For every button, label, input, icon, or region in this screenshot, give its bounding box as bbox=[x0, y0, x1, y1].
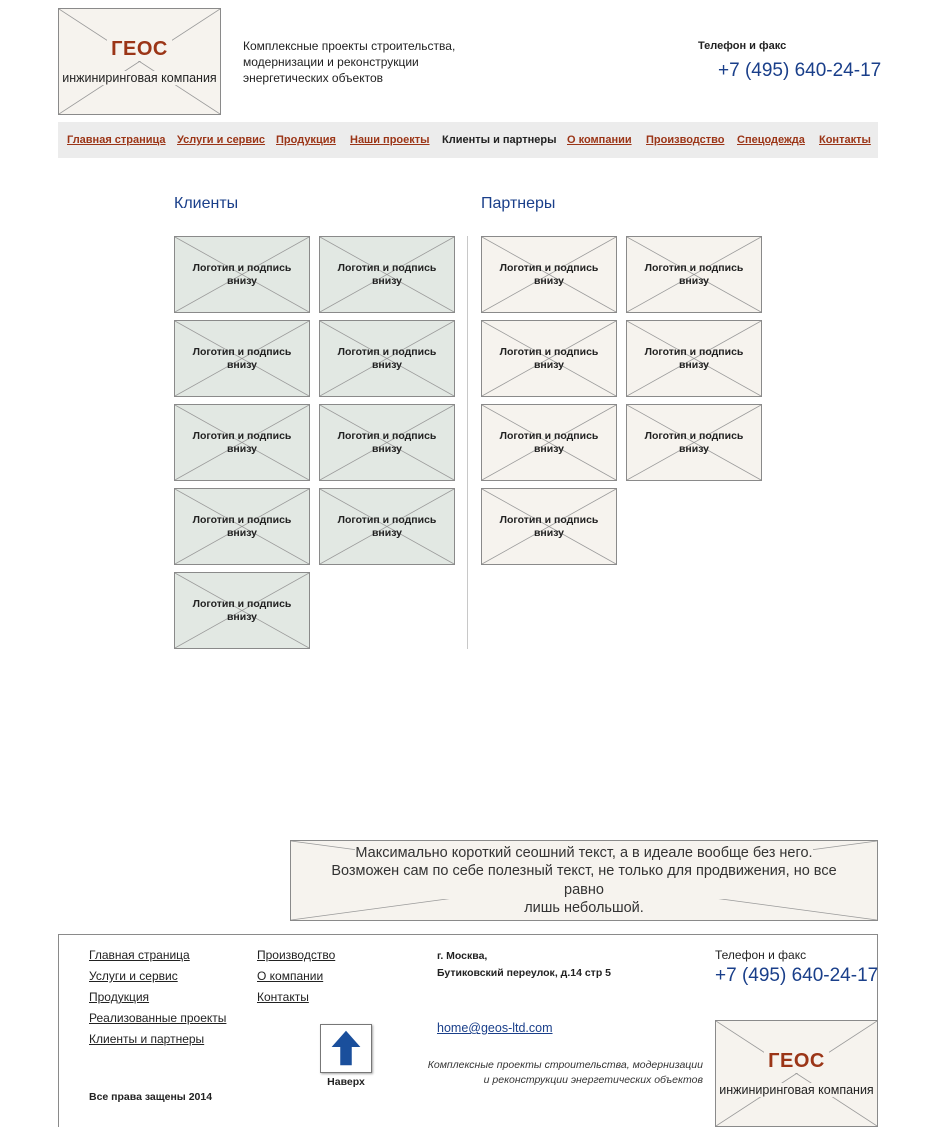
footer-phone[interactable]: +7 (495) 640-24-17 bbox=[715, 965, 879, 986]
client-tile[interactable] bbox=[174, 320, 310, 397]
tile-label: Логотип и подпись bbox=[192, 261, 292, 274]
nav-contacts[interactable]: Контакты bbox=[819, 134, 871, 146]
logo-subtitle: инжиниринговая компания bbox=[719, 1083, 874, 1097]
partner-tile[interactable] bbox=[481, 488, 617, 565]
nav-workwear[interactable]: Спецодежда bbox=[737, 134, 805, 146]
tile-label-sub: внизу bbox=[226, 526, 258, 539]
client-tile[interactable] bbox=[319, 236, 455, 313]
footer-link-production[interactable]: Производство bbox=[257, 948, 336, 962]
nav-products[interactable]: Продукция bbox=[276, 134, 336, 146]
tile-label: Логотип и подпись bbox=[337, 429, 437, 442]
tile-label-sub: внизу bbox=[678, 442, 710, 455]
tile-label-sub: внизу bbox=[226, 610, 258, 623]
section-divider bbox=[467, 236, 468, 649]
footer-address: г. Москва, Бутиковский переулок, д.14 стр 5 bbox=[437, 950, 611, 979]
tile-label: Логотип и подпись bbox=[337, 345, 437, 358]
nav-projects[interactable]: Наши проекты bbox=[350, 134, 430, 146]
tile-label: Логотип и подпись bbox=[499, 345, 599, 358]
tile-label-sub: внизу bbox=[678, 274, 710, 287]
seo-line: лишь небольшой. bbox=[524, 900, 644, 916]
seo-line: Максимально короткий сеошний текст, а в идеале вообще без него. bbox=[355, 844, 813, 861]
seo-text-block bbox=[290, 840, 878, 921]
tile-label-sub: внизу bbox=[226, 274, 258, 287]
header-tagline: Комплексные проекты строительства, модернизации и реконструкции энергетических объектов bbox=[243, 39, 456, 85]
client-tile[interactable] bbox=[319, 320, 455, 397]
client-tile[interactable] bbox=[174, 404, 310, 481]
partner-tile[interactable] bbox=[626, 404, 762, 481]
partner-tile[interactable] bbox=[481, 236, 617, 313]
footer-phone-label: Телефон и факс bbox=[715, 948, 807, 962]
logo-subtitle: инжиниринговая компания bbox=[62, 71, 217, 85]
partners-title: Партнеры bbox=[481, 195, 556, 212]
nav-production[interactable]: Производство bbox=[646, 134, 725, 146]
header-phone-label: Телефон и факс bbox=[698, 40, 787, 52]
tile-label-sub: внизу bbox=[533, 442, 565, 455]
scroll-top-button[interactable] bbox=[320, 1024, 372, 1073]
footer-link-home[interactable]: Главная страница bbox=[89, 948, 190, 962]
client-tile[interactable] bbox=[174, 572, 310, 649]
tile-label-sub: внизу bbox=[371, 526, 403, 539]
main-nav bbox=[58, 122, 878, 158]
logo-title: ГЕОС bbox=[107, 38, 172, 61]
header-logo[interactable] bbox=[58, 8, 221, 115]
nav-services[interactable]: Услуги и сервис bbox=[177, 134, 266, 146]
partner-tile[interactable] bbox=[481, 320, 617, 397]
tile-label-sub: внизу bbox=[371, 358, 403, 371]
tile-label: Логотип и подпись bbox=[337, 261, 437, 274]
tile-label: Логотип и подпись bbox=[499, 513, 599, 526]
tile-label-sub: внизу bbox=[533, 358, 565, 371]
seo-line: Возможен сам по себе полезный текст, не только для продвижения, но все равно bbox=[311, 862, 857, 899]
client-tile[interactable] bbox=[319, 488, 455, 565]
tile-label-sub: внизу bbox=[371, 274, 403, 287]
partner-tile[interactable] bbox=[626, 236, 762, 313]
nav-home[interactable]: Главная страница bbox=[67, 134, 166, 146]
tile-label: Логотип и подпись bbox=[499, 429, 599, 442]
tile-label: Логотип и подпись bbox=[644, 261, 744, 274]
footer-tagline: Комплексные проекты строительства, модернизации и реконструкции энергетических объектов bbox=[427, 1059, 703, 1086]
client-tile[interactable] bbox=[319, 404, 455, 481]
tile-label: Логотип и подпись bbox=[192, 429, 292, 442]
partner-tile[interactable] bbox=[481, 404, 617, 481]
tile-label: Логотип и подпись bbox=[644, 345, 744, 358]
tile-label-sub: внизу bbox=[533, 526, 565, 539]
footer-link-services[interactable]: Услуги и сервис bbox=[89, 969, 178, 983]
logo-title: ГЕОС bbox=[764, 1050, 829, 1073]
nav-about[interactable]: О компании bbox=[567, 134, 632, 146]
footer-link-about[interactable]: О компании bbox=[257, 969, 324, 983]
clients-title: Клиенты bbox=[174, 195, 239, 212]
tile-label: Логотип и подпись bbox=[192, 345, 292, 358]
header-phone[interactable]: +7 (495) 640-24-17 bbox=[718, 60, 882, 81]
footer-link-contacts[interactable]: Контакты bbox=[257, 990, 309, 1004]
footer-logo[interactable] bbox=[715, 1020, 878, 1127]
tile-label: Логотип и подпись bbox=[192, 597, 292, 610]
tile-label: Логотип и подпись bbox=[192, 513, 292, 526]
tile-label-sub: внизу bbox=[226, 358, 258, 371]
arrow-up-icon bbox=[321, 1025, 371, 1072]
tile-label: Логотип и подпись bbox=[644, 429, 744, 442]
tile-label: Логотип и подпись bbox=[337, 513, 437, 526]
tile-label-sub: внизу bbox=[226, 442, 258, 455]
nav-clients-partners[interactable]: Клиенты и партнеры bbox=[442, 134, 557, 146]
copyright: Все права защены 2014 bbox=[89, 1091, 213, 1103]
footer-link-projects[interactable]: Реализованные проекты bbox=[89, 1011, 227, 1025]
scroll-top-label[interactable]: Наверх bbox=[327, 1076, 365, 1088]
tile-label-sub: внизу bbox=[678, 358, 710, 371]
partner-tile[interactable] bbox=[626, 320, 762, 397]
tile-label-sub: внизу bbox=[533, 274, 565, 287]
footer-link-products[interactable]: Продукция bbox=[89, 990, 150, 1004]
tile-label-sub: внизу bbox=[371, 442, 403, 455]
footer-email[interactable]: home@geos-ltd.com bbox=[437, 1021, 553, 1035]
client-tile[interactable] bbox=[174, 488, 310, 565]
footer-link-clients[interactable]: Клиенты и партнеры bbox=[89, 1032, 205, 1046]
client-tile[interactable] bbox=[174, 236, 310, 313]
tile-label: Логотип и подпись bbox=[499, 261, 599, 274]
